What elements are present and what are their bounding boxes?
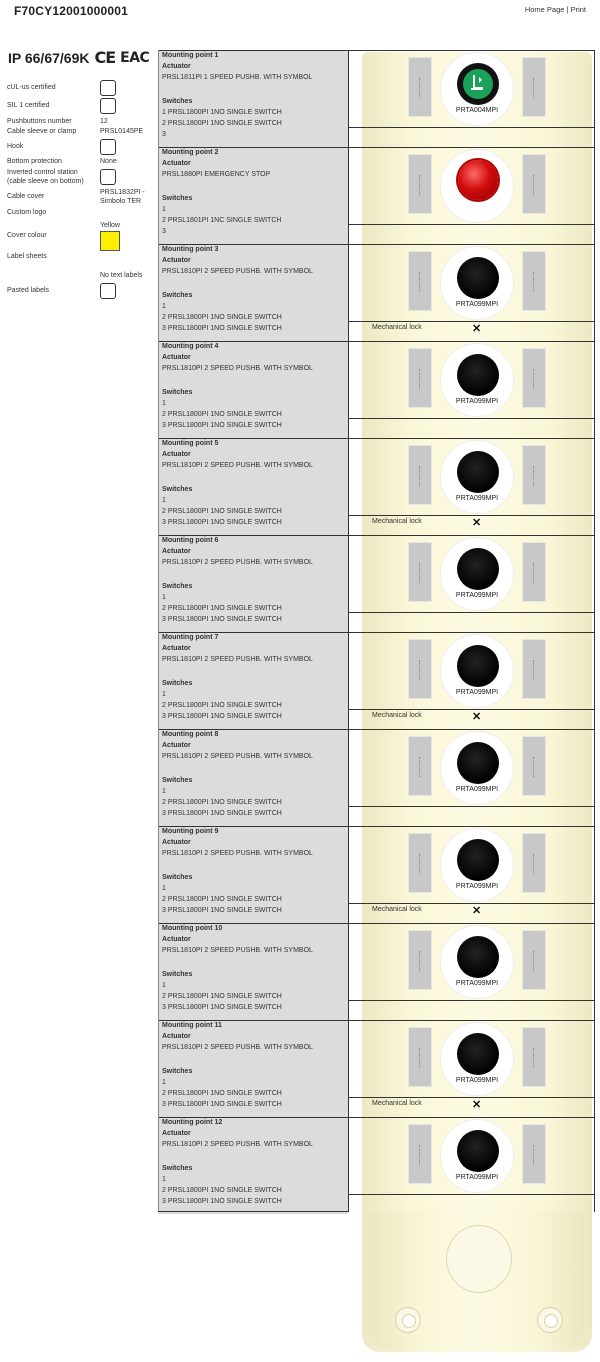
inverted-label-line1: Inverted control station: [7, 169, 78, 176]
mounting-point-title: Mounting point 4: [162, 343, 219, 350]
mounting-point-panel[interactable]: [158, 439, 348, 535]
label-sheets-value: No text labels: [100, 272, 143, 279]
pushbutton-black[interactable]: [457, 839, 499, 881]
inverted-label-line2: (cable sleeve on bottom): [7, 178, 84, 185]
switch-slot-1: 1: [162, 594, 166, 601]
switch-slot-3: 3: [162, 131, 166, 138]
row-separator: [348, 127, 595, 128]
switch-slot-3: 3 PRSL1800PI 1NO SINGLE SWITCH: [162, 713, 282, 720]
switch-slot-1: 1: [162, 303, 166, 310]
switches-label: Switches: [162, 583, 193, 590]
top-links: [525, 5, 586, 14]
mounting-point-title: Mounting point 11: [162, 1022, 222, 1029]
table-left-border: [158, 50, 159, 1212]
switch-slot-3: 3 PRSL1800PI 1NO SINGLE SWITCH: [162, 325, 282, 332]
mounting-point-panel[interactable]: [158, 633, 348, 729]
mounting-point-panel[interactable]: [158, 1118, 348, 1214]
pasted-labels-checkbox[interactable]: [100, 283, 116, 299]
mounting-point-panel[interactable]: [158, 342, 348, 438]
mounting-point-title: Mounting point 7: [162, 634, 219, 641]
cable-sleeve-label: Cable sleeve or clamp: [7, 128, 77, 135]
actuator-value: PRSL1810PI 2 SPEED PUSHB. WITH SYMBOL: [162, 947, 313, 954]
actuator-label: Actuator: [162, 936, 191, 943]
label-plate-right: [522, 57, 546, 117]
print-link[interactable]: Print: [570, 5, 586, 14]
switch-slot-3: 3 PRSL1800PI 1NO SINGLE SWITCH: [162, 1198, 282, 1205]
cover-colour-value: Yellow: [100, 222, 120, 229]
switches-label: Switches: [162, 874, 193, 881]
cable-cover-label: Cable cover: [7, 193, 45, 200]
switch-slot-1: 1: [162, 1176, 166, 1183]
mechanical-lock-icon[interactable]: ✕: [472, 711, 482, 723]
switch-slot-1: 1 PRSL1800PI 1NO SINGLE SWITCH: [162, 109, 282, 116]
actuator-value: PRSL1810PI 2 SPEED PUSHB. WITH SYMBOL: [162, 559, 313, 566]
mechanical-lock-label: Mechanical lock: [372, 906, 422, 913]
switch-slot-3: 3 PRSL1800PI 1NO SINGLE SWITCH: [162, 1101, 282, 1108]
button-code: PRTA004MPI: [455, 107, 499, 114]
label-plate-left: [408, 154, 432, 214]
cover-colour-swatch[interactable]: [100, 231, 120, 251]
button-code: PRTA099MPI: [455, 786, 499, 793]
screw-right-icon: [537, 1307, 563, 1333]
label-plate-right: [522, 833, 546, 893]
mounting-point-title: Mounting point 10: [162, 925, 223, 932]
actuator-label: Actuator: [162, 451, 191, 458]
custom-logo-label: Custom logo: [7, 209, 47, 216]
label-plate-left: [408, 833, 432, 893]
actuator-label: Actuator: [162, 1130, 191, 1137]
pushbutton-black[interactable]: [457, 936, 499, 978]
cable-cover-value-line1: PRSL1832PI -: [100, 189, 145, 196]
mounting-point-title: Mounting point 9: [162, 828, 219, 835]
label-plate-left: [408, 542, 432, 602]
actuator-label: Actuator: [162, 63, 191, 70]
switch-slot-2: 2 PRSL1800PI 1NO SINGLE SWITCH: [162, 314, 282, 321]
actuator-label: Actuator: [162, 257, 191, 264]
sil1-checkbox[interactable]: [100, 98, 116, 114]
mounting-point-title: Mounting point 8: [162, 731, 219, 738]
switches-label: Switches: [162, 971, 193, 978]
switches-label: Switches: [162, 1068, 193, 1075]
label-plate-left: [408, 445, 432, 505]
label-sheets-label: Label sheets: [7, 253, 47, 260]
pushbuttons-value: 12: [100, 118, 108, 125]
switch-slot-3: 3 PRSL1800PI 1NO SINGLE SWITCH: [162, 810, 282, 817]
label-plate-right: [522, 736, 546, 796]
home-page-link[interactable]: Home Page: [524, 5, 565, 14]
mechanical-lock-icon[interactable]: ✕: [472, 517, 482, 529]
actuator-value: PRSL1810PI 2 SPEED PUSHB. WITH SYMBOL: [162, 462, 313, 469]
actuator-value: PRSL1810PI 2 SPEED PUSHB. WITH SYMBOL: [162, 1044, 313, 1051]
switch-slot-2: 2 PRSL1800PI 1NO SINGLE SWITCH: [162, 993, 282, 1000]
inverted-checkbox[interactable]: [100, 169, 116, 185]
mounting-point-panel[interactable]: [158, 51, 348, 147]
label-plate-left: [408, 639, 432, 699]
pasted-labels-label: Pasted labels: [7, 287, 50, 294]
switch-slot-2: 2 PRSL1800PI 1NO SINGLE SWITCH: [162, 702, 282, 709]
emergency-stop-button[interactable]: [458, 160, 498, 200]
pushbutton-black[interactable]: [457, 548, 499, 590]
actuator-value: PRSL1810PI 2 SPEED PUSHB. WITH SYMBOL: [162, 850, 313, 857]
label-plate-right: [522, 930, 546, 990]
switches-label: Switches: [162, 195, 193, 202]
switch-slot-2: 2 PRSL1800PI 1NO SINGLE SWITCH: [162, 120, 282, 127]
actuator-value: PRSL1810PI 2 SPEED PUSHB. WITH SYMBOL: [162, 1141, 313, 1148]
row-separator: [348, 1000, 595, 1001]
switches-label: Switches: [162, 777, 193, 784]
actuator-label: Actuator: [162, 1033, 191, 1040]
switch-slot-2: 2 PRSL1800PI 1NO SINGLE SWITCH: [162, 508, 282, 515]
switches-label: Switches: [162, 1165, 193, 1172]
pushbutton-black[interactable]: [457, 451, 499, 493]
mechanical-lock-label: Mechanical lock: [372, 712, 422, 719]
cul-us-label: cUL-us certified: [7, 84, 56, 91]
label-plate-right: [522, 445, 546, 505]
mounting-point-title: Mounting point 12: [162, 1119, 223, 1126]
hook-label: Hook: [7, 143, 24, 150]
label-plate-left: [408, 736, 432, 796]
switch-slot-1: 1: [162, 1079, 166, 1086]
hook-checkbox[interactable]: [100, 139, 116, 155]
sil1-label: SIL 1 certified: [7, 102, 50, 109]
mounting-point-panel[interactable]: [158, 148, 348, 244]
switch-slot-3: 3: [162, 228, 166, 235]
label-plate-left: [408, 348, 432, 408]
row-separator: [348, 1194, 595, 1195]
label-plate-right: [522, 639, 546, 699]
actuator-label: Actuator: [162, 160, 191, 167]
actuator-value: PRSL1810PI 2 SPEED PUSHB. WITH SYMBOL: [162, 268, 313, 275]
label-plate-left: [408, 57, 432, 117]
mechanical-lock-icon[interactable]: ✕: [472, 1099, 482, 1111]
switch-slot-3: 3 PRSL1800PI 1NO SINGLE SWITCH: [162, 616, 282, 623]
switch-slot-2: 2 PRSL1800PI 1NO SINGLE SWITCH: [162, 1090, 282, 1097]
actuator-label: Actuator: [162, 548, 191, 555]
button-code: PRTA099MPI: [455, 495, 499, 502]
switch-slot-1: 1: [162, 206, 166, 213]
label-plate-right: [522, 251, 546, 311]
pushbutton-black[interactable]: [457, 354, 499, 396]
actuator-value: PRSL1810PI 2 SPEED PUSHB. WITH SYMBOL: [162, 656, 313, 663]
table-right-border: [594, 50, 595, 1212]
actuator-label: Actuator: [162, 839, 191, 846]
switch-slot-2: 2 PRSL1800PI 1NO SINGLE SWITCH: [162, 1187, 282, 1194]
mechanical-lock-label: Mechanical lock: [372, 1100, 422, 1107]
row-separator: [348, 418, 595, 419]
button-code: PRTA099MPI: [455, 592, 499, 599]
switch-slot-3: 3 PRSL1800PI 1NO SINGLE SWITCH: [162, 907, 282, 914]
label-plate-left: [408, 930, 432, 990]
mounting-point-panel[interactable]: [158, 1021, 348, 1117]
mounting-point-title: Mounting point 2: [162, 149, 219, 156]
switches-label: Switches: [162, 292, 193, 299]
pushbutton-black[interactable]: [457, 1130, 499, 1172]
switch-slot-3: 3 PRSL1800PI 1NO SINGLE SWITCH: [162, 519, 282, 526]
switch-slot-1: 1: [162, 400, 166, 407]
label-plate-right: [522, 348, 546, 408]
label-plate-right: [522, 1124, 546, 1184]
mechanical-lock-icon[interactable]: ✕: [472, 323, 482, 335]
cable-sleeve-value: PRSL0145PE: [100, 128, 144, 135]
label-plate-right: [522, 542, 546, 602]
cover-colour-label: Cover colour: [7, 232, 47, 239]
label-plate-right: [522, 1027, 546, 1087]
bottom-protection-label: Bottom protection: [7, 158, 62, 165]
label-plate-left: [408, 1027, 432, 1087]
cable-entry: [446, 1225, 512, 1293]
actuator-value: PRSL1880PI EMERGENCY STOP: [162, 171, 271, 178]
pushbutton-black[interactable]: [457, 1033, 499, 1075]
cable-cover-value-line2: Simbolo TER: [100, 198, 142, 205]
row-separator: [348, 612, 595, 613]
button-code: PRTA099MPI: [455, 1077, 499, 1084]
switch-slot-1: 1: [162, 885, 166, 892]
actuator-value: PRSL1810PI 2 SPEED PUSHB. WITH SYMBOL: [162, 365, 313, 372]
table-bottom-border: [158, 1211, 348, 1212]
switches-label: Switches: [162, 389, 193, 396]
switch-slot-2: 2 PRSL1801PI 1NC SINGLE SWITCH: [162, 217, 282, 224]
ce-mark-icon: CE: [94, 48, 116, 67]
button-code: PRTA099MPI: [455, 883, 499, 890]
switch-slot-2: 2 PRSL1800PI 1NO SINGLE SWITCH: [162, 799, 282, 806]
switch-slot-2: 2 PRSL1800PI 1NO SINGLE SWITCH: [162, 605, 282, 612]
pushbutton-black[interactable]: [457, 645, 499, 687]
switch-slot-2: 2 PRSL1800PI 1NO SINGLE SWITCH: [162, 896, 282, 903]
cul-us-checkbox[interactable]: [100, 80, 116, 96]
eac-mark-icon: EAC: [120, 49, 150, 66]
switch-slot-2: 2 PRSL1800PI 1NO SINGLE SWITCH: [162, 411, 282, 418]
switches-label: Switches: [162, 486, 193, 493]
certifications: [8, 48, 149, 67]
label-plate-left: [408, 1124, 432, 1184]
row-separator: [348, 224, 595, 225]
product-code: F70CY12001000001: [14, 4, 128, 18]
switch-slot-3: 3 PRSL1800PI 1NO SINGLE SWITCH: [162, 1004, 282, 1011]
mounting-point-title: Mounting point 1: [162, 52, 219, 59]
button-code: PRTA099MPI: [455, 301, 499, 308]
ip-rating: IP 66/67/69K: [8, 49, 90, 66]
button-code: PRTA099MPI: [455, 1174, 499, 1181]
mechanical-lock-icon[interactable]: ✕: [472, 905, 482, 917]
link-separator: |: [566, 5, 569, 14]
mounting-point-panel[interactable]: [158, 730, 348, 826]
switch-slot-1: 1: [162, 982, 166, 989]
mounting-point-title: Mounting point 6: [162, 537, 219, 544]
switch-slot-3: 3 PRSL1800PI 1NO SINGLE SWITCH: [162, 422, 282, 429]
actuator-value: PRSL1811PI 1 SPEED PUSHB. WITH SYMBOL: [162, 74, 313, 81]
pushbuttons-label: Pushbuttons number: [7, 118, 72, 125]
bottom-protection-value: None: [100, 158, 117, 165]
actuator-label: Actuator: [162, 645, 191, 652]
switch-slot-1: 1: [162, 497, 166, 504]
label-plate-right: [522, 154, 546, 214]
mechanical-lock-label: Mechanical lock: [372, 518, 422, 525]
mounting-point-title: Mounting point 3: [162, 246, 219, 253]
actuator-value: PRSL1810PI 2 SPEED PUSHB. WITH SYMBOL: [162, 753, 313, 760]
pushbutton-black[interactable]: [457, 257, 499, 299]
mechanical-lock-label: Mechanical lock: [372, 324, 422, 331]
screw-left-icon: [395, 1307, 421, 1333]
button-code: PRTA099MPI: [455, 980, 499, 987]
actuator-label: Actuator: [162, 742, 191, 749]
button-code: PRTA099MPI: [455, 398, 499, 405]
mounting-point-panel[interactable]: [158, 245, 348, 341]
row-separator: [348, 806, 595, 807]
switch-slot-1: 1: [162, 788, 166, 795]
mounting-point-panel[interactable]: [158, 536, 348, 632]
start-symbol-icon: [463, 69, 493, 99]
switches-label: Switches: [162, 98, 193, 105]
mounting-point-panel[interactable]: [158, 827, 348, 923]
label-plate-left: [408, 251, 432, 311]
switches-label: Switches: [162, 680, 193, 687]
switch-slot-1: 1: [162, 691, 166, 698]
mounting-point-title: Mounting point 5: [162, 440, 219, 447]
button-code: PRTA099MPI: [455, 689, 499, 696]
actuator-label: Actuator: [162, 354, 191, 361]
pushbutton-black[interactable]: [457, 742, 499, 784]
table-divider: [348, 50, 349, 1212]
mounting-point-panel[interactable]: [158, 924, 348, 1020]
